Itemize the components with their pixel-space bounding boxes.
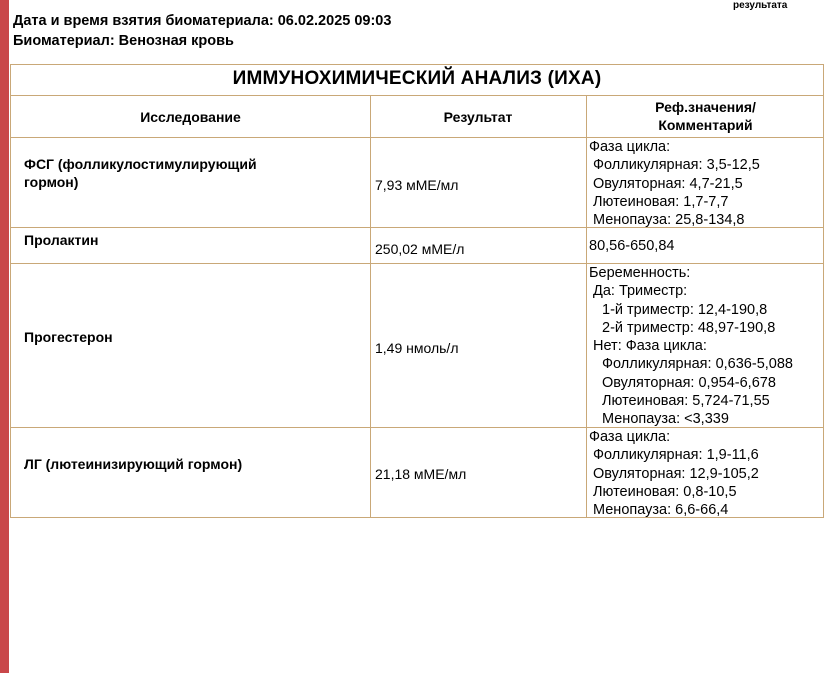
column-header-ref: Реф.значения/ Комментарий [655, 99, 756, 133]
column-header-test: Исследование [140, 109, 241, 125]
test-name-prolactin: Пролактин [24, 232, 99, 248]
grid-line [11, 95, 823, 96]
result-prolactin: 250,02 мМЕ/л [375, 241, 465, 257]
test-name-fsh: ФСГ (фолликулостимулирующий гормон) [24, 156, 257, 190]
table-title: ИММУНОХИМИЧЕСКИЙ АНАЛИЗ (ИХА) [232, 68, 602, 89]
test-name-lh: ЛГ (лютеинизирующий гормон) [24, 456, 243, 472]
grid-line [586, 95, 587, 518]
left-edge-bar [0, 0, 9, 673]
result-progesterone: 1,49 нмоль/л [375, 340, 459, 356]
grid-line [370, 95, 371, 518]
ref-progesterone: Беременность: Да: Триместр: 1-й триместр: 12,4-190,8 2-й триместр: 48,97-190,8 Нет: Фаза цикла: Фолликулярная: 0,636-5,088 Овуляторная: 0,954-6,678 Лютеиновая: 5,724-71,55 Менопауза: <3,339 [589, 265, 793, 428]
ref-fsh: Фаза цикла: Фолликулярная: 3,5-12,5 Овуляторная: 4,7-21,5 Лютеиновая: 1,7-7,7 Менопауза: 25,8-134,8 [589, 139, 760, 229]
result-fsh: 7,93 мМЕ/мл [375, 177, 459, 193]
biomaterial-line: Биоматериал: Венозная кровь [13, 33, 234, 49]
ref-prolactin: 80,56-650,84 [589, 238, 675, 254]
sample-date-line: Дата и время взятия биоматериала: 06.02.2025 09:03 [13, 13, 392, 29]
column-header-result: Результат [443, 109, 513, 125]
results-table [10, 64, 824, 518]
test-name-progesterone: Прогестерон [24, 329, 113, 345]
result-lh: 21,18 мМЕ/мл [375, 466, 467, 482]
ref-lh: Фаза цикла: Фолликулярная: 1,9-11,6 Овуляторная: 12,9-105,2 Лютеиновая: 0,8-10,5 Менопауза: 6,6-66,4 [589, 429, 759, 519]
corner-label: результата [733, 0, 788, 11]
